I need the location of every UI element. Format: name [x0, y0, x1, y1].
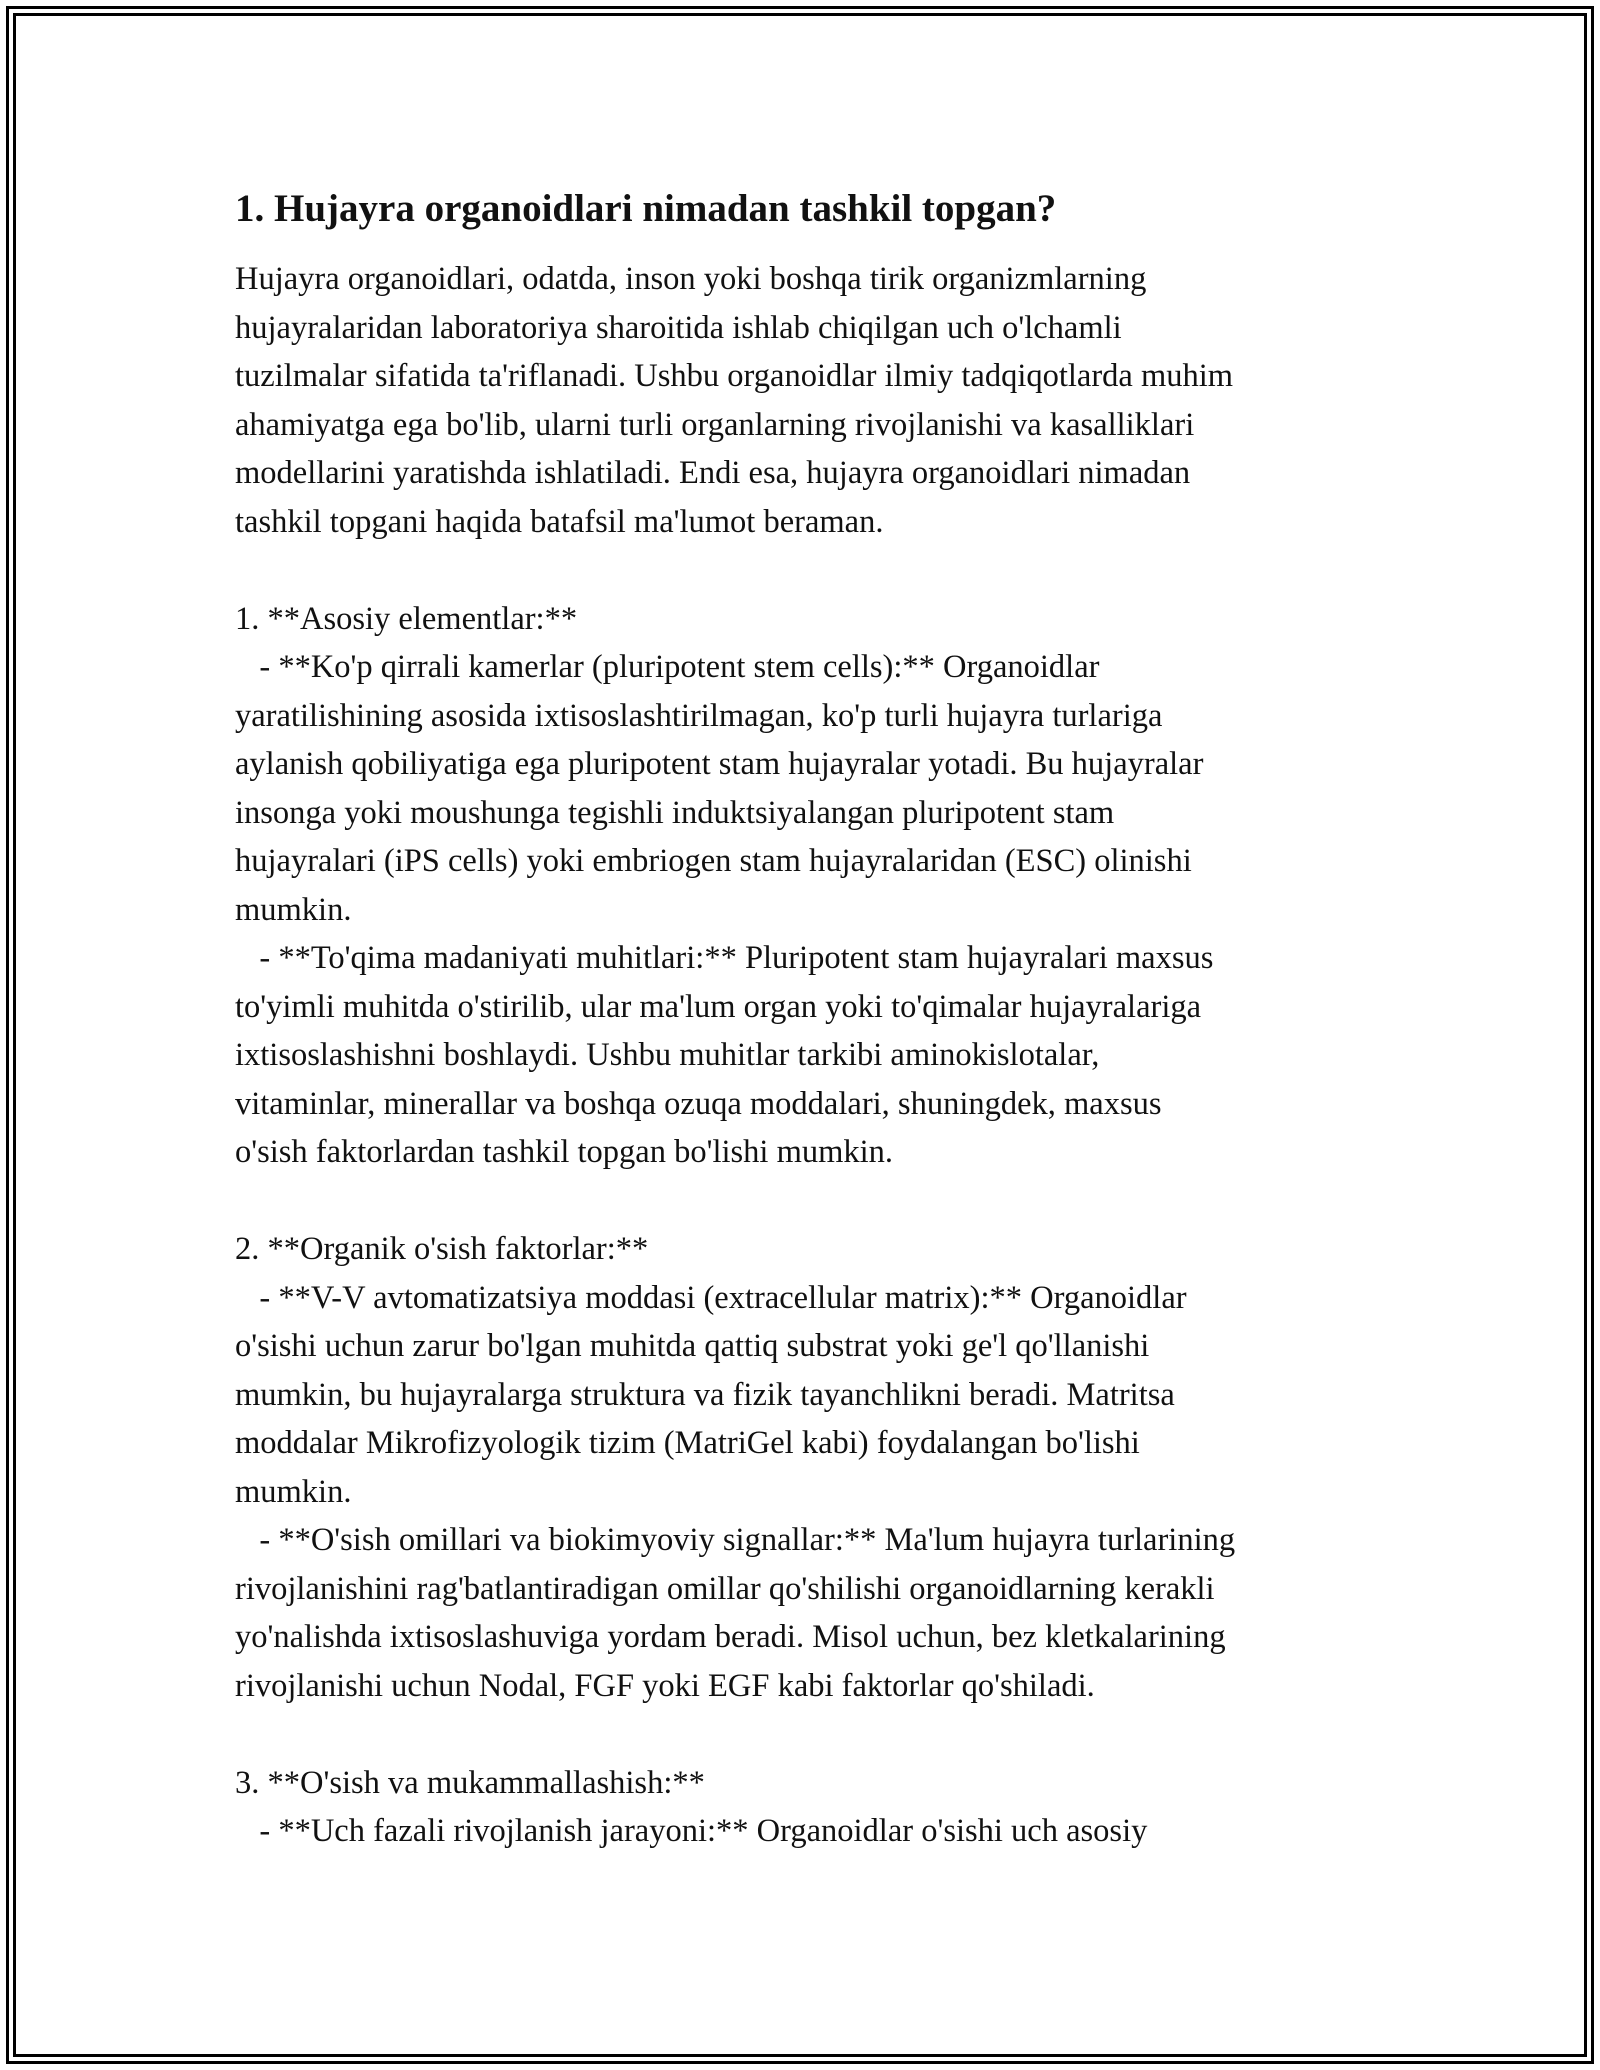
document-body: Hujayra organoidlari, odatda, inson yoki boshqa tirik organizmlarning hujayralaridan laboratoriya sharoitida ishlab chiqilgan uch o'lchamli tuzilmalar sifatida ta'riflanadi. Ushbu organoidlar ilmiy tadqiqotlarda muhim ahamiyatga ega bo'lib, ularni turli organlarning rivojlanishi va kasalliklari modellarini yaratishda ishlatiladi. Endi esa, hujayra organoidlari nimadan tashkil topgani haqida batafsil ma'lumot beraman. 1. **Asosiy elementlar:** - **Ko'p qirrali kamerlar (pluripotent stem cells):** Organoidlar yaratilishining asosida ixtisoslashtirilmagan, ko'p turli hujayra turlariga aylanish qobiliyatiga ega pluripotent stam hujayralar yotadi. Bu hujayralar insonga yoki moushunga tegishli induktsiyalangan pluripotent stam hujayralari (iPS cells) yoki embriogen stam hujayralaridan (ESC) olinishi mumkin. - **To'qima madaniyati muhitlari:** Pluripotent stam hujayralari maxsus to'yimli muhitda o'stirilib, ular ma'lum organ yoki to'qimalar hujayralariga ixtisoslashishni boshlaydi. Ushbu muhitlar tarkibi aminokislotalar, vitaminlar, minerallar va boshqa ozuqa moddalari, shuningdek, maxsus o'sish faktorlardan tashkil topgan bo'lishi mumkin. 2. **Organik o'sish faktorlar:** - **V-V avtomatizatsiya moddasi (extracellular matrix):** Organoidlar o'sishi uchun zarur bo'lgan muhitda qattiq substrat yoki ge'l qo'llanishi mumkin, bu hujayralarga struktura va fizik tayanchlikni beradi. Matritsa moddalar Mikrofizyologik tizim (MatriGel kabi) foydalangan bo'lishi mumkin. - **O'sish omillari va biokimyoviy signallar:** Ma'lum hujayra turlarining rivojlanishini rag'batlantiradigan omillar qo'shilishi organoidlarning kerakli yo'nalishda ixtisoslashuviga yordam beradi. Misol uchun, bez kletkalarining rivojlanishi uchun Nodal, FGF yoki EGF kabi faktorlar qo'shiladi. 3. **O'sish va mukammallashish:** - **Uch fazali rivojlanish jarayoni:** Organoidlar o'sishi uch asosiy: [235, 261, 1236, 1849]
document-content: [235, 185, 1375, 1856]
document-heading: 1. Hujayra organoidlari nimadan tashkil topgan?: [235, 187, 1057, 230]
